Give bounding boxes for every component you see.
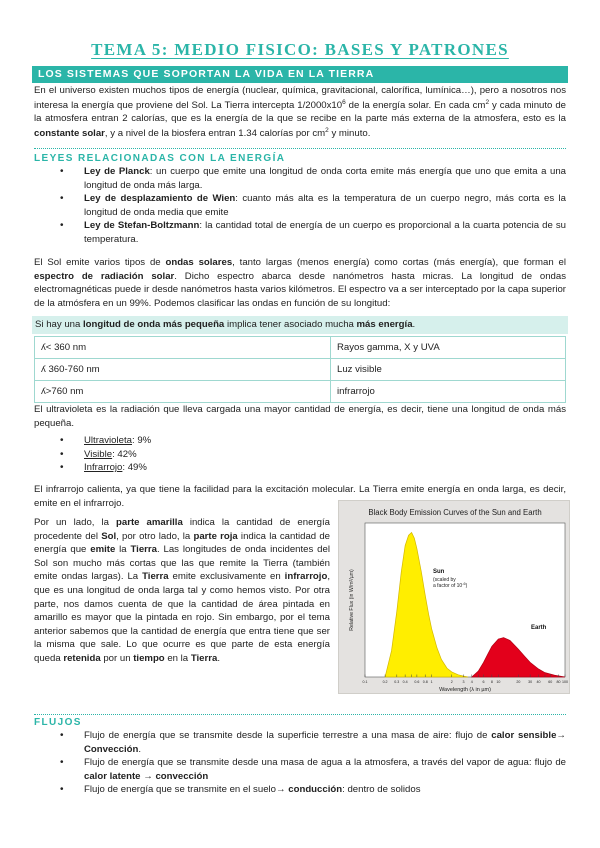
flujos-list [54, 729, 566, 797]
intro-sup: 2 [485, 98, 490, 106]
arrow-icon: → [276, 784, 289, 796]
y-axis-label: Relative Flux (in W/m²/µm) [349, 569, 355, 631]
list-item [54, 448, 566, 462]
section-divider [34, 148, 566, 149]
ondas-text: El Sol emite varios tipos de [34, 257, 166, 268]
x-tick-label: 20 [516, 680, 521, 684]
ondas-bold: espectro de radiación solar [34, 270, 175, 282]
list-item [54, 729, 566, 756]
x-tick-label: 60 [548, 680, 553, 684]
section-banner: LOS SISTEMAS QUE SOPORTAN LA VIDA EN LA TIERRA [32, 66, 568, 83]
table-cell-range: ʎ< 360 nm [35, 337, 331, 359]
explanation-text: indica la cantidad de energía que [34, 530, 330, 556]
x-tick-label: 6 [482, 680, 485, 684]
x-tick-label: 1 [430, 680, 433, 684]
highlight-bold: longitud de onda más pequeña [83, 319, 225, 330]
highlight-text: implica tener asociado mucha [224, 319, 357, 330]
x-tick-label: 0.8 [422, 680, 428, 684]
law-term: Ley de desplazamiento de Wien [84, 193, 236, 205]
explanation-text: , por otro lado, la [116, 530, 194, 542]
table-cell-type: infrarrojo [331, 381, 566, 403]
highlight-bold: más energía [356, 319, 413, 330]
intro-paragraph [34, 84, 566, 141]
list-item [54, 165, 566, 192]
intro-text: En el universo existen muchos tipos de energía (nuclear, química, gravitacional, calorífica, lumínica…), pero a nosotros nos interesa la energía que proviene del Sol. La Tierra intercepta 1/2000x10 [34, 85, 566, 111]
list-item [54, 756, 566, 783]
leyes-list [54, 165, 566, 247]
table-cell-type: Luz visible [331, 359, 566, 381]
flujos-heading: FLUJOS [34, 717, 82, 728]
table-cell-range: ʎ>760 nm [35, 381, 331, 403]
flujo-text: Flujo de energía que se transmite desde la superficie terrestre a una masa de aire: flujo de [84, 730, 492, 741]
intro-bold: constante solar [34, 128, 105, 140]
law-text: : la cantidad total de energía de un cuerpo es proporcional a la cuarta potencia de su temperatura. [84, 220, 567, 246]
radiation-value: : 42% [112, 448, 137, 460]
radiation-label: Visible [84, 448, 113, 460]
law-term: Ley de Stefan-Boltzmann [84, 220, 200, 232]
highlight-text: Si hay una [35, 319, 84, 330]
radiation-label: Ultravioleta [84, 435, 132, 446]
explanation-bold: parte amarilla [116, 517, 183, 528]
law-term: Ley de Planck [84, 166, 150, 177]
explanation-bold: retenida [63, 653, 101, 665]
explanation-text: , que es una longitud de onda larga tal y como hemos visto. Por otra parte, nos damos cuenta de que la cantidad de área pintada en amarillo es mayor que la pintada en rojo. Sin embargo, por el tema anterior sabemos que la cantidad de energía que entra tiene que ser la misma que sale. Lo que ocurre es que parte de esta energía queda [34, 571, 330, 665]
radiation-label: Infrarrojo [84, 462, 123, 474]
explanation-bold: Tierra [190, 653, 218, 665]
sun-scale-note: (scaled by a factor of $10^{-6}$) [433, 577, 468, 589]
explanation-text: por un [100, 653, 134, 665]
x-tick-label: 4 [470, 680, 473, 684]
sun-annotation: Sun [433, 569, 445, 575]
x-tick-label: 0.2 [382, 680, 388, 684]
intro-text: de la energía solar. En cada cm [345, 99, 486, 111]
list-item [54, 461, 566, 475]
x-tick-label: 0.6 [414, 680, 420, 684]
section-divider [34, 714, 566, 715]
flujo-bold: convección [155, 770, 209, 782]
x-tick-label: 0.4 [402, 680, 408, 684]
table-row [35, 337, 566, 359]
ondas-text: . Dicho espectro abarca desde nanómetros hasta micras. La longitud de ondas electromagnéticas puede ir desde nanómetros hasta varios kilómetros. El espectro va a ser interceptado por la capa superior de la atmósfera en un 99%. Podemos clasificar las ondas en función de su longitud: [34, 270, 566, 309]
radiation-value: : 49% [122, 462, 147, 474]
chart-svg [339, 501, 571, 695]
ir-paragraph: El infrarrojo calienta, ya que tiene la facilidad para la excitación molecular. La Tierra emite energía en onda larga, es decir, emite en el infrarrojo. [34, 484, 566, 509]
explanation-text: en la [164, 653, 191, 665]
intro-sup: 6 [342, 98, 346, 106]
intro-text: , y a nivel de la biosfera entran 1.34 calorías por cm [104, 128, 326, 140]
radiation-value: : 9% [132, 435, 152, 446]
intro-text: y minuto. [328, 128, 371, 140]
table-cell-range: ʎ 360-760 nm [35, 359, 331, 381]
explanation-bold: emite [90, 544, 116, 556]
law-text: : cuanto más alta es la temperatura de un cuerpo negro, más corta es la longitud de onda media que emite [84, 193, 567, 218]
table-cell-type: Rayos gamma, X y UVA [331, 337, 566, 359]
explanation-bold: Tierra [142, 571, 169, 583]
explanation-text: emite exclusivamente en [168, 571, 285, 583]
list-item [54, 783, 566, 797]
law-text: : un cuerpo que emite una longitud de onda corta emite más energía que uno que emita a una longitud de onda más larga. [84, 166, 566, 191]
flujo-text: Flujo de energía que se transmite en el suelo [84, 784, 276, 796]
ondas-paragraph [34, 256, 566, 310]
table-row [35, 381, 566, 403]
x-tick-label: 80 [556, 680, 561, 684]
flujo-text: : dentro de solidos [342, 784, 421, 796]
ondas-text: , tanto largas (menos energía) como cortas (más energía), que forman el [232, 257, 566, 268]
explanation-text: . Las longitudes de onda incidentes del Sol son mucho más cortas que las que remite la Tierra (también emite ondas largas). La [34, 544, 330, 583]
earth-annotation: Earth [531, 625, 547, 631]
flujo-text: . [138, 743, 142, 755]
list-item [54, 434, 566, 448]
highlight-statement [32, 316, 568, 334]
page-title: TEMA 5: MEDIO FISICO: BASES Y PATRONES [91, 40, 509, 59]
intro-text: y cada minuto de la atmosfera entran 2 calorías, que es la energía de la que se recibe en la parte más externa de la atmosfera, esto es la [34, 99, 566, 125]
list-item [54, 192, 566, 219]
explanation-bold: infrarrojo [284, 571, 328, 583]
explanation-text: la [115, 544, 131, 556]
x-tick-label: 10 [496, 680, 501, 684]
ondas-bold: ondas solares [165, 257, 233, 268]
intro-sup: 2 [325, 127, 329, 135]
highlight-text: . [412, 319, 416, 330]
list-item [54, 219, 566, 246]
explanation-text: . [217, 653, 220, 665]
flujo-bold: calor sensible [491, 730, 557, 741]
uv-paragraph: El ultravioleta es la radiación que lleva cargada una mayor cantidad de energía, es decir, tiene una longitud de onda más pequeña. [34, 404, 566, 429]
arrow-icon: → [140, 770, 156, 782]
x-tick-label: 2 [450, 680, 453, 684]
x-tick-label: 40 [536, 680, 541, 684]
explanation-text: indica la cantidad de energía procedente del [34, 517, 330, 542]
x-tick-label: 30 [528, 680, 533, 684]
wavelength-table [34, 336, 566, 403]
x-tick-label: 8 [490, 680, 493, 684]
table-row [35, 359, 566, 381]
percentages-list [54, 434, 566, 475]
explanation-text: Por un lado, la [34, 517, 117, 528]
x-tick-label: 100 [562, 680, 568, 684]
flujo-text: Flujo de energía que se transmite desde una masa de agua a la atmosfera, a través del vapor de agua: flujo de [84, 757, 566, 769]
arrow-icon: → [556, 730, 566, 741]
x-tick-label: 3 [462, 680, 465, 684]
flujo-bold: Convección [84, 743, 139, 755]
explanation-bold: tiempo [133, 653, 165, 665]
explanation-bold: Tierra [130, 544, 157, 556]
blackbody-chart [338, 500, 570, 694]
flujo-bold: conducción [288, 784, 343, 796]
x-tick-label: 0.1 [362, 680, 368, 684]
explanation-bold: parte roja [193, 530, 238, 542]
explanation-bold: Sol [101, 530, 117, 542]
flujo-bold: calor latente [84, 770, 141, 782]
leyes-heading: LEYES RELACIONADAS CON LA ENERGÍA [34, 153, 286, 164]
x-axis-label: Wavelength (λ in µm) [439, 687, 491, 693]
x-tick-label: 0.3 [394, 680, 400, 684]
chart-title: Black Body Emission Curves of the Sun and Earth [368, 508, 542, 517]
chart-explanation [34, 516, 330, 666]
